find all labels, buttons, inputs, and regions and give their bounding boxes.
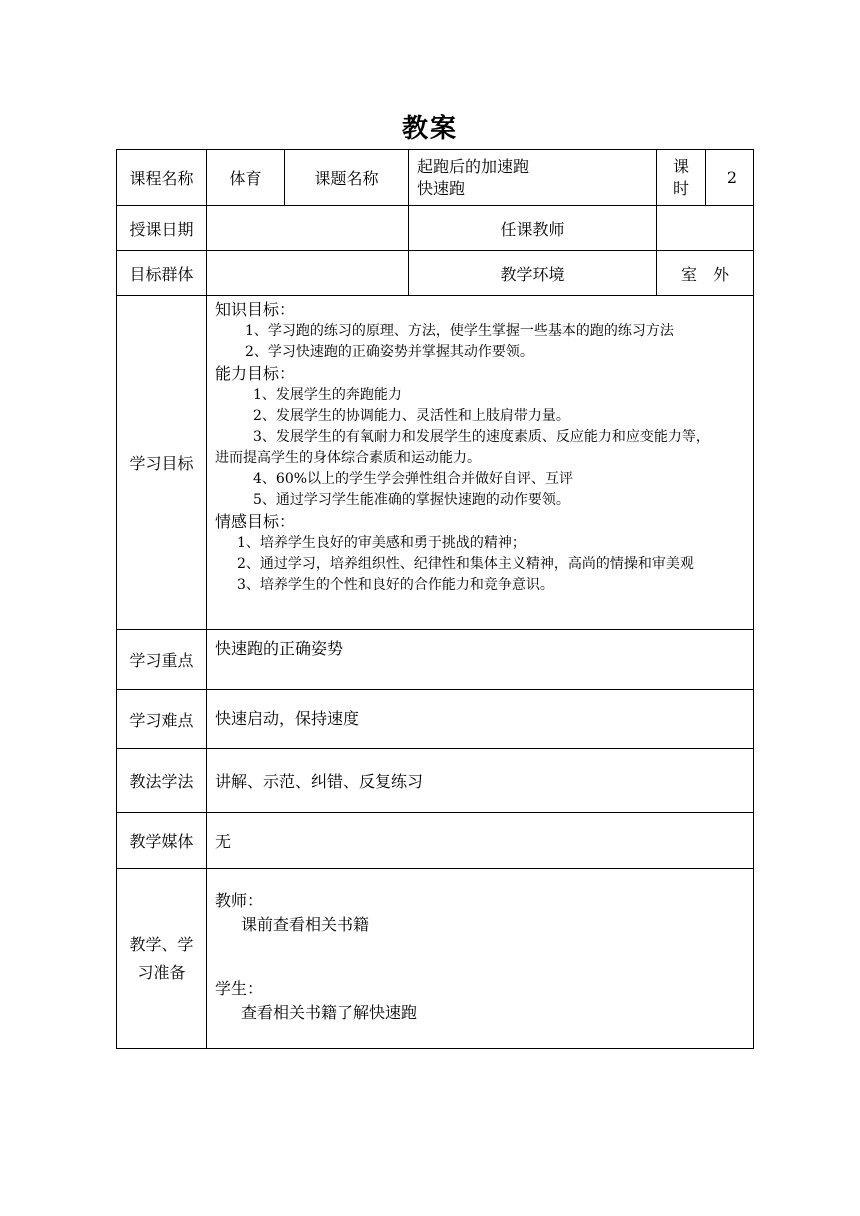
hours-label-2: 时 (672, 178, 689, 198)
emotion-item: 1、培养学生良好的审美感和勇于挑战的精神； (237, 535, 526, 551)
methods-value: 讲解、示范、纠错、反复练习 (207, 749, 754, 813)
course-name-value: 体育 (207, 150, 285, 206)
row-objectives (117, 296, 754, 630)
ability-item: 3、发展学生的有氧耐力和发展学生的速度素质、反应能力和应变能力等， (253, 429, 710, 445)
env-label: 教学环境 (409, 251, 657, 296)
objectives-content (207, 296, 754, 630)
key-points-value: 快速跑的正确姿势 (207, 630, 754, 690)
media-value: 无 (207, 813, 754, 869)
teacher-label: 任课教师 (409, 206, 657, 251)
hours-value: 2 (706, 150, 754, 206)
ability-item: 2、发展学生的协调能力、灵活性和上肢肩带力量。 (253, 408, 570, 424)
row-media (117, 813, 754, 869)
prep-teacher-title: 教师： (215, 891, 264, 910)
row-preparation (117, 869, 754, 1049)
prep-student-text: 查看相关书籍了解快速跑 (241, 1003, 418, 1022)
ability-item: 4、60%以上的学生学会弹性组合并做好自评、互评 (253, 471, 574, 487)
date-label: 授课日期 (117, 206, 207, 251)
row-methods (117, 749, 754, 813)
knowledge-title: 知识目标： (215, 300, 296, 319)
course-name-label: 课程名称 (117, 150, 207, 206)
page-title: 教案 (401, 114, 458, 144)
key-points-label: 学习重点 (117, 630, 207, 690)
ability-item-continued: 进而提高学生的身体综合素质和运动能力。 (215, 450, 481, 466)
media-label: 教学媒体 (117, 813, 207, 869)
lesson-plan-table (116, 149, 754, 1049)
prep-label-line-1: 教学、学 (129, 934, 194, 954)
prep-content (207, 869, 754, 1049)
difficulties-label: 学习难点 (117, 690, 207, 749)
emotion-item: 2、通过学习，培养组织性、纪律性和集体主义精神，高尚的情操和审美观 (237, 556, 694, 572)
topic-line-1: 起跑后的加速跑 (417, 156, 530, 176)
methods-label: 教法学法 (117, 749, 207, 813)
env-value: 室 外 (657, 251, 754, 296)
teacher-value (657, 206, 754, 251)
difficulties-value: 快速启动，保持速度 (207, 690, 754, 749)
group-label: 目标群体 (117, 251, 207, 296)
ability-item: 1、发展学生的奔跑能力 (253, 387, 402, 403)
row-date (117, 206, 754, 251)
prep-label (117, 869, 207, 1049)
knowledge-item: 2、学习快速跑的正确姿势并掌握其动作要领。 (245, 344, 534, 360)
row-target-group (117, 251, 754, 296)
topic-label: 课题名称 (285, 150, 409, 206)
ability-item: 5、通过学习学生能准确的掌握快速跑的动作要领。 (253, 492, 570, 508)
prep-student-title: 学生： (215, 979, 264, 998)
knowledge-item: 1、学习跑的练习的原理、方法，使学生掌握一些基本的跑的练习方法 (245, 323, 674, 339)
row-difficulties (117, 690, 754, 749)
objectives-label: 学习目标 (117, 296, 207, 630)
ability-title: 能力目标： (215, 364, 296, 383)
emotion-item: 3、培养学生的个性和良好的合作能力和竞争意识。 (237, 577, 554, 593)
row-course (117, 150, 754, 206)
hours-label (657, 150, 706, 206)
row-key-points (117, 630, 754, 690)
topic-line-2: 快速跑 (417, 178, 466, 198)
date-value (207, 206, 409, 251)
group-value (207, 251, 409, 296)
prep-spacer (215, 937, 753, 977)
hours-label-1: 课 (672, 156, 689, 176)
topic-value (409, 150, 657, 206)
prep-label-line-2: 习准备 (137, 962, 186, 982)
emotion-title: 情感目标： (215, 512, 296, 531)
prep-teacher-text: 课前查看相关书籍 (241, 915, 370, 934)
